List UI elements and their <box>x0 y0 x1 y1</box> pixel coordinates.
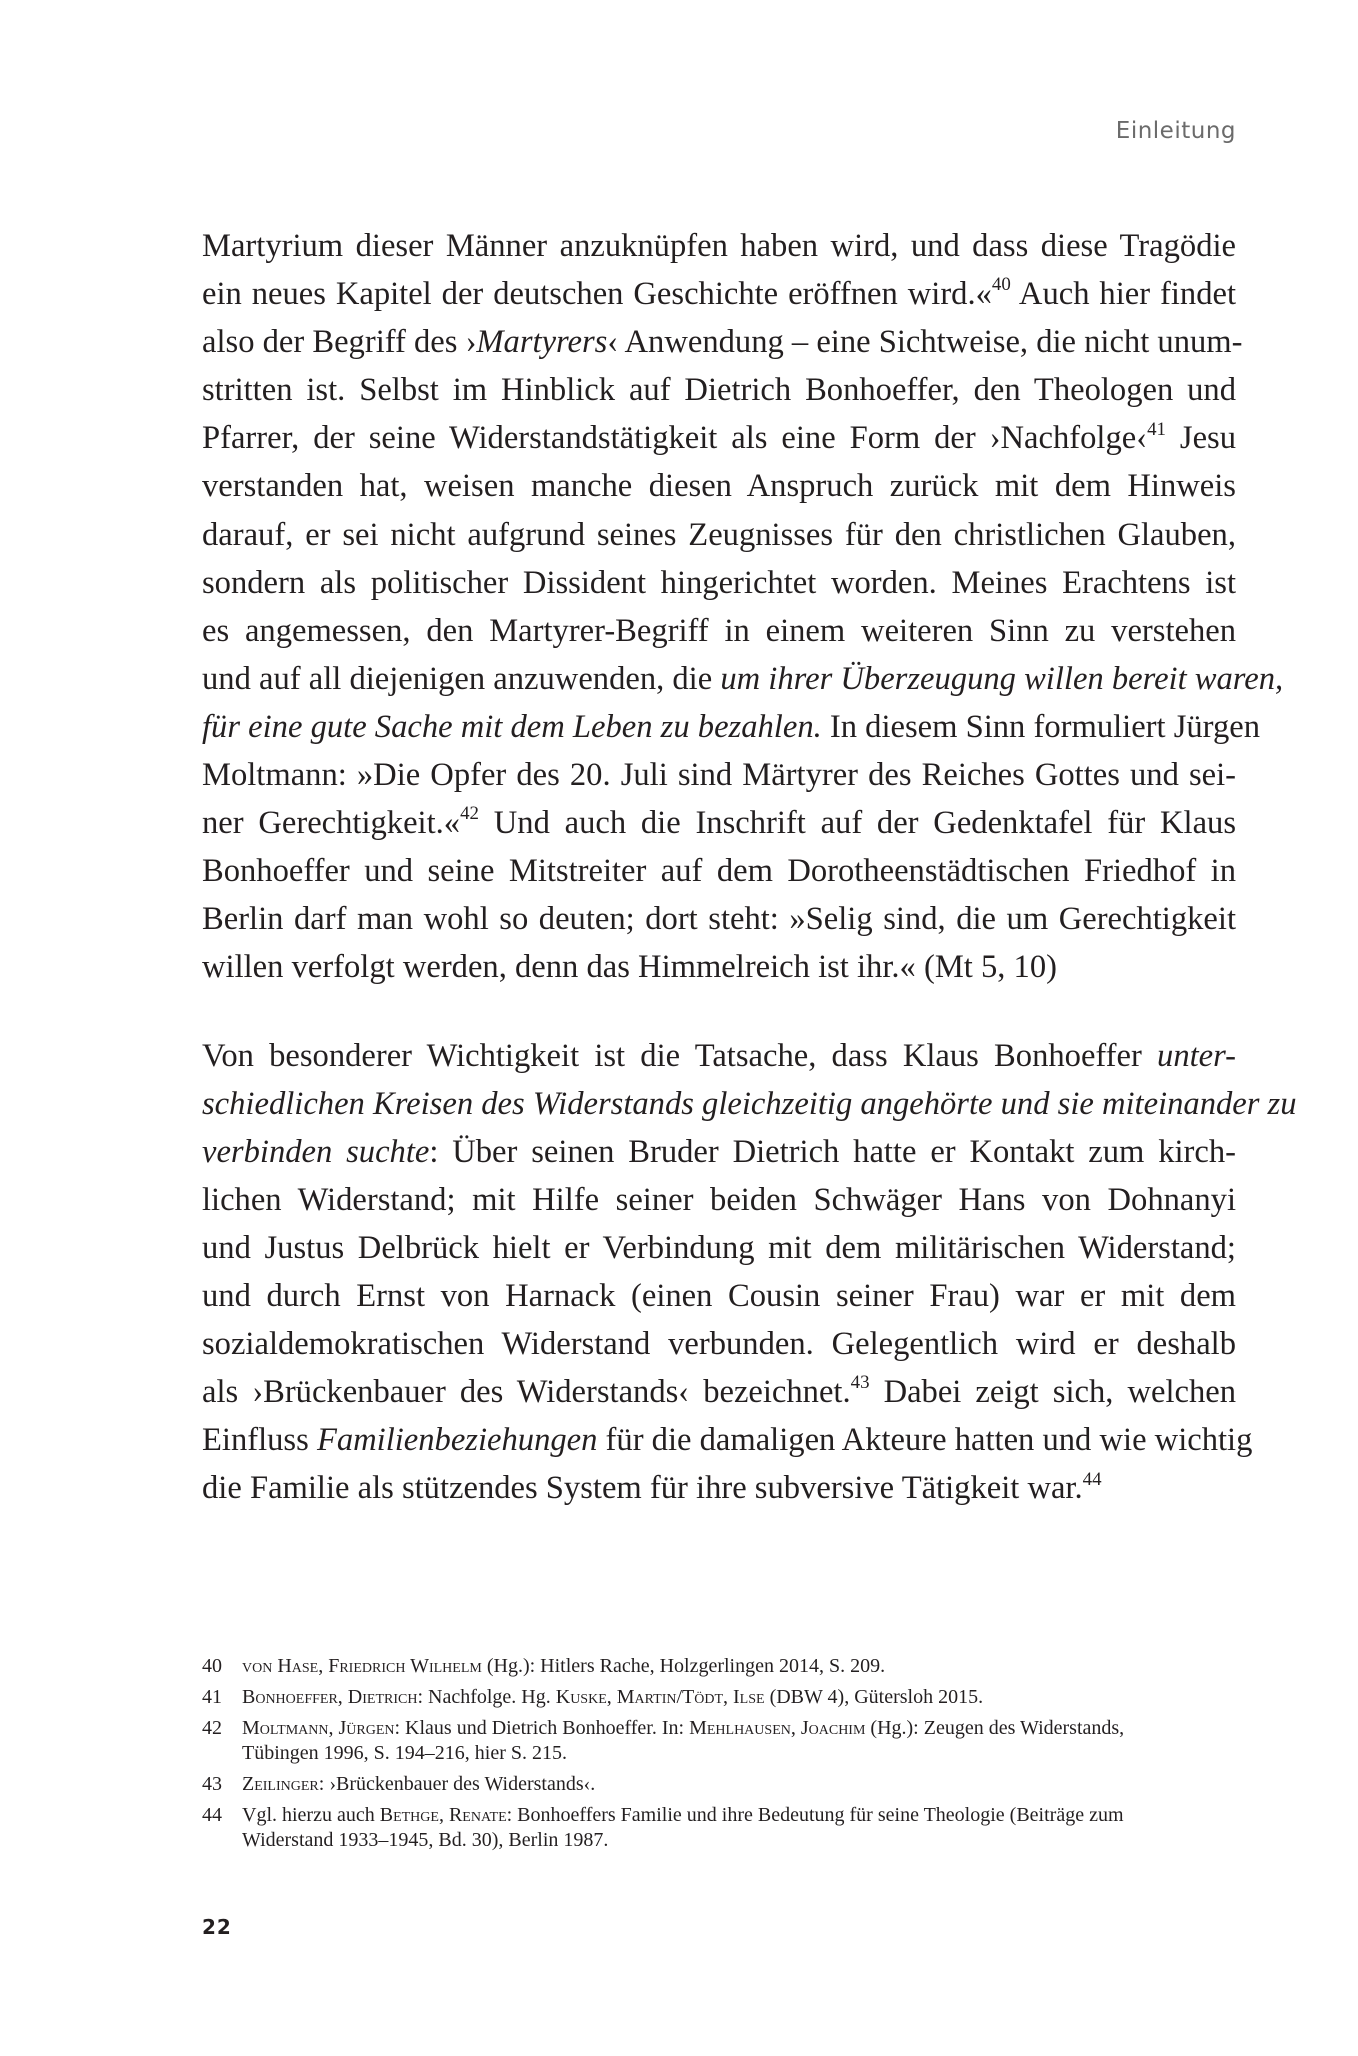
text-run: für die damaligen Akteure hatten und wie wichtig <box>597 1422 1253 1459</box>
italic-run: Martyrers <box>476 324 608 361</box>
text-line <box>202 703 1260 751</box>
italic-run: um ihrer Überzeugung willen bereit waren, <box>720 660 1284 697</box>
text-line <box>202 318 1243 366</box>
text-run: und durch Ernst von Harnack (einen Cousin seiner Frau) war er mit dem <box>202 1277 1236 1314</box>
author-name: von Hase, Friedrich Wilhelm <box>242 1655 482 1677</box>
footnote-ref: 42 <box>460 803 479 825</box>
text-line <box>202 270 1236 318</box>
text-line <box>202 511 1236 559</box>
text-line <box>202 366 1236 414</box>
text-run: : Bonhoeffers Familie und ihre Bedeutung für seine Theologie (Beiträge zum <box>506 1804 1124 1826</box>
text-line <box>202 1128 1236 1176</box>
footnote-text <box>242 1772 1236 1797</box>
text-line <box>202 1368 1236 1416</box>
author-name: Kuske, Martin <box>555 1686 677 1708</box>
text-line <box>202 799 1236 847</box>
text-run: / <box>676 1686 683 1708</box>
text-run: Und auch die Inschrift auf der Gedenktafel für Klaus <box>478 805 1236 842</box>
text-run: lichen Widerstand; mit Hilfe seiner beiden Schwäger Hans von Dohnanyi <box>202 1181 1236 1218</box>
footnote <box>202 1685 1236 1710</box>
text-line <box>202 1032 1236 1080</box>
footnote-line <box>242 1803 1236 1828</box>
footnote <box>202 1654 1236 1679</box>
text-run: darauf, er sei nicht aufgrund seines Zeugnisses für den christlichen Glauben, <box>202 516 1236 553</box>
text-run: also der Begriff des › <box>202 324 477 361</box>
text-line <box>202 1080 1297 1128</box>
footnote-number: 44 <box>202 1804 222 1826</box>
author-name: Tödt, Ilse <box>682 1686 765 1708</box>
text-run: ‹ Anwendung – eine Sichtweise, die nicht unum- <box>607 324 1243 361</box>
author-name: Moltmann, Jürgen <box>242 1717 395 1739</box>
text-run: Vgl. hierzu auch <box>242 1804 380 1826</box>
footnote-ref: 44 <box>1082 1468 1102 1490</box>
footnote-ref: 41 <box>1147 418 1166 440</box>
text-run: Auch hier findet <box>1010 276 1237 313</box>
author-name: Zeilinger <box>242 1773 319 1795</box>
text-run: als ›Brückenbauer des Widerstands‹ bezeichnet. <box>202 1374 851 1411</box>
footnote-ref: 40 <box>991 274 1011 296</box>
text-run: : ›Brückenbauer des Widerstands‹. <box>318 1773 596 1795</box>
footnote-text <box>242 1685 1236 1710</box>
text-run: Von besonderer Wichtigkeit ist die Tatsache, dass Klaus Bonhoeffer <box>202 1037 1158 1074</box>
footnote-line <box>242 1685 1236 1710</box>
text-run: verstanden hat, weisen manche diesen Anspruch zurück mit dem Hinweis <box>202 468 1236 505</box>
italic-run: verbinden suchte <box>202 1133 430 1170</box>
text-line <box>202 1176 1236 1224</box>
body-text <box>202 222 1297 1512</box>
text-run: stritten ist. Selbst im Hinblick auf Dietrich Bonhoeffer, den Theologen und <box>202 372 1236 409</box>
text-run: Pfarrer, der seine Widerstandstätigkeit als eine Form der ›Nachfolge‹ <box>202 420 1148 457</box>
footnote-ref: 43 <box>850 1372 870 1394</box>
text-run: und Justus Delbrück hielt er Verbindung mit dem militärischen Widerstand; <box>202 1229 1236 1266</box>
text-run: Moltmann: »Die Opfer des 20. Juli sind Märtyrer des Reiches Gottes und sei- <box>202 757 1236 794</box>
text-line <box>202 1464 1236 1512</box>
footnote-number: 42 <box>202 1717 222 1739</box>
footnotes <box>202 1654 1236 1859</box>
text-run: In diesem Sinn formuliert Jürgen <box>821 708 1260 745</box>
text-line <box>202 1416 1253 1464</box>
footnote-line <box>242 1741 1236 1766</box>
footnote-line <box>242 1654 1236 1679</box>
footnote <box>202 1716 1236 1766</box>
footnote-text <box>242 1716 1236 1766</box>
text-line <box>202 1272 1236 1320</box>
text-run: es angemessen, den Martyrer-Begriff in einem weiteren Sinn zu verstehen <box>202 612 1236 649</box>
text-run: : Über seinen Bruder Dietrich hatte er Kontakt zum kirch- <box>429 1133 1237 1170</box>
paragraph <box>202 1032 1297 1513</box>
text-line <box>202 943 1236 991</box>
text-line <box>202 222 1236 270</box>
page-number: 22 <box>202 1915 232 1939</box>
text-line <box>202 895 1236 943</box>
text-line <box>202 751 1236 799</box>
text-run: die Familie als stützendes System für ihre subversive Tätigkeit war. <box>202 1470 1083 1507</box>
text-run: ein neues Kapitel der deutschen Geschichte eröffnen wird.« <box>202 276 992 313</box>
footnote-line <box>242 1716 1236 1741</box>
footnote <box>202 1772 1236 1797</box>
footnote-number: 43 <box>202 1773 222 1795</box>
author-name: Mehlhausen, Joachim <box>689 1717 866 1739</box>
text-run: Einfluss <box>202 1422 317 1459</box>
author-name: Bethge, Renate <box>379 1804 507 1826</box>
italic-run: für eine gute Sache mit dem Leben zu bezahlen. <box>202 708 822 745</box>
text-line <box>202 607 1236 655</box>
text-run: Berlin darf man wohl so deuten; dort steht: »Selig sind, die um Gerechtigkeit <box>202 901 1236 938</box>
text-line <box>202 462 1236 510</box>
text-run: (DBW 4), Gütersloh 2015. <box>764 1686 984 1708</box>
footnote-text <box>242 1654 1236 1679</box>
text-line <box>202 1320 1236 1368</box>
footnote-line <box>242 1772 1236 1797</box>
paragraph <box>202 222 1284 992</box>
footnote-number: 41 <box>202 1686 222 1708</box>
author-name: Bonhoeffer, Dietrich <box>242 1686 418 1708</box>
text-line <box>202 414 1236 462</box>
text-run: ner Gerechtigkeit.« <box>202 805 461 842</box>
footnote <box>202 1803 1236 1853</box>
italic-run: unter- <box>1157 1037 1236 1074</box>
running-head: Einleitung <box>1115 118 1236 144</box>
text-run: sozialdemokratischen Widerstand verbunden. Gelegentlich wird er deshalb <box>202 1326 1236 1363</box>
text-run: (Hg.): Hitlers Rache, Holzgerlingen 2014, S. 209. <box>481 1655 886 1677</box>
text-line <box>202 655 1284 703</box>
text-run: sondern als politischer Dissident hingerichtet worden. Meines Erachtens ist <box>202 564 1236 601</box>
text-run: und auf all diejenigen anzuwenden, die <box>202 660 721 697</box>
text-run: Tübingen 1996, S. 194–216, hier S. 215. <box>242 1742 567 1764</box>
text-run: Jesu <box>1165 420 1236 457</box>
text-run: Bonhoeffer und seine Mitstreiter auf dem Dorotheenstädtischen Friedhof in <box>202 853 1236 890</box>
text-run: Martyrium dieser Männer anzuknüpfen haben wird, und dass diese Tragödie <box>202 228 1236 264</box>
footnote-number: 40 <box>202 1655 222 1677</box>
text-run: willen verfolgt werden, denn das Himmelreich ist ihr.« (Mt 5, 10) <box>202 949 1057 986</box>
text-line <box>202 847 1236 895</box>
text-line <box>202 559 1236 607</box>
text-run: : Nachfolge. Hg. <box>417 1686 556 1708</box>
text-run: Widerstand 1933–1945, Bd. 30), Berlin 1987. <box>242 1829 609 1851</box>
italic-run: Familienbeziehungen <box>316 1422 598 1459</box>
italic-run: schiedlichen Kreisen des Widerstands gleichzeitig angehörte und sie miteinander zu <box>202 1085 1297 1122</box>
text-line <box>202 1224 1236 1272</box>
text-run: Dabei zeigt sich, welchen <box>869 1374 1236 1411</box>
footnote-text <box>242 1803 1236 1853</box>
text-run: : Klaus und Dietrich Bonhoeffer. In: <box>394 1717 690 1739</box>
text-run: (Hg.): Zeugen des Widerstands, <box>865 1717 1125 1739</box>
footnote-line <box>242 1828 1236 1853</box>
